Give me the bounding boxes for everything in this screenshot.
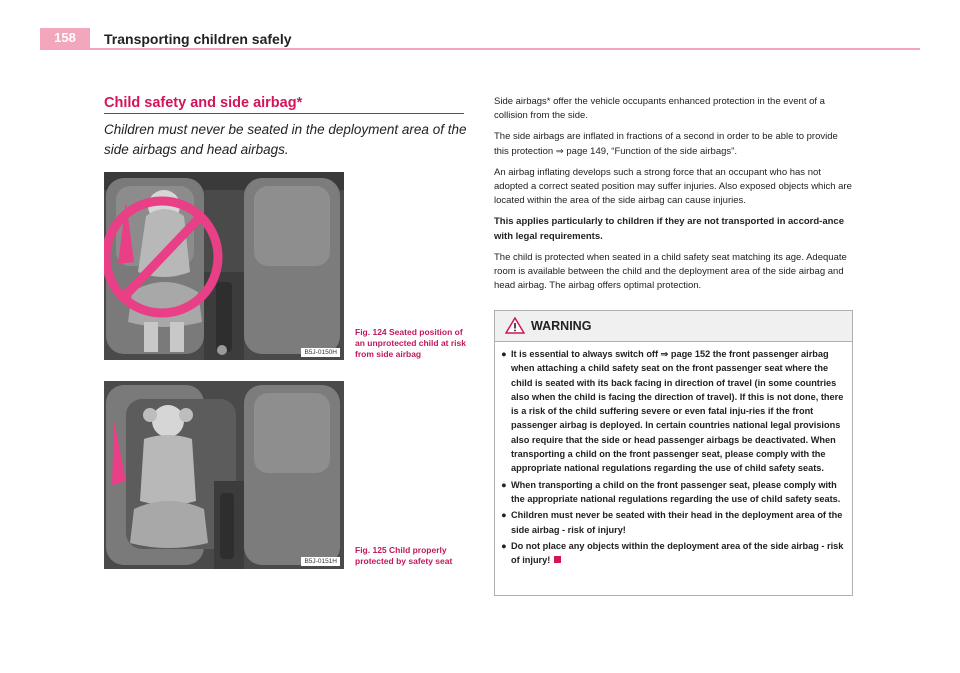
- warning-title: WARNING: [531, 319, 592, 333]
- car-interior-illustration: [104, 172, 344, 360]
- warning-item: [501, 539, 846, 568]
- page-header-title: Transporting children safely: [104, 31, 292, 47]
- warning-item: [501, 508, 846, 537]
- section-intro: Children must never be seated in the deployment area of the side airbags and head airbags.: [104, 122, 467, 157]
- warning-item: [501, 347, 846, 476]
- warning-box: [494, 310, 853, 596]
- warning-header: [495, 311, 852, 342]
- figure-caption: Fig. 124 Seated position of an unprotected child at risk from side airbag: [355, 327, 466, 359]
- header-divider: [40, 48, 920, 50]
- warning-text: When transporting a child on the front passenger seat, please comply with the appropriate national regulations regarding the use of child safety seats.: [511, 479, 841, 504]
- warning-text: Children must never be seated with their head in the deployment area of the side airbag - risk of injury!: [511, 510, 843, 535]
- bullet-icon: ●: [501, 540, 507, 551]
- warning-text: Do not place any objects within the deployment area of the side airbag - risk of injury!: [511, 540, 844, 566]
- car-interior-illustration: [104, 381, 344, 569]
- paragraph: An airbag inflating develops such a strong force that an occupant who has not adopted a correct seated position may suffer injuries. Also exposed objects which are located within the area of the side airbag can cause injuries.: [494, 166, 852, 207]
- paragraph: Side airbags* offer the vehicle occupants enhanced protection in the event of a collision from the side.: [494, 96, 825, 122]
- body-text: [494, 95, 854, 300]
- paragraph: The child is protected when seated in a child safety seat matching its age. Adequate room is available between the child and the deployment area of the side airbag and head airbag. The airbag offers optimal protection.: [494, 251, 847, 292]
- section-end-icon: [554, 556, 561, 563]
- figure-code: B5J-0151H: [301, 557, 340, 566]
- figure-protected-child: [104, 381, 344, 569]
- warning-item: [501, 478, 846, 507]
- paragraph: The side airbags are inflated in fractions of a second in order to be able to provide this protection ⇒ page 149, “Function of the side airbags”.: [494, 131, 838, 157]
- warning-body: [495, 342, 852, 567]
- bullet-icon: ●: [501, 510, 507, 521]
- bullet-icon: ●: [501, 349, 507, 359]
- figure-caption: Fig. 125 Child properly protected by safety seat: [355, 545, 453, 566]
- page-number: 158: [40, 28, 90, 48]
- bullet-icon: ●: [501, 479, 507, 490]
- warning-triangle-icon: [505, 317, 525, 334]
- warning-text: It is essential to always switch off ⇒ page 152 the front passenger airbag when attaching a child safety seat on the front passenger seat where the child is seated with its back facing in direction of travel (in some countries also when the child is facing the direction of travel). If this is not done, there is a risk of the child suffering severe or even fatal inju-ries if the front passenger airbag is deployed. In certain countries national legal provisions also require that the side or head passenger airbags be deactivated. When transporting a child on the front passenger seat, please comply with the appropriate national regulations regarding the use of child safety seats.: [511, 349, 844, 474]
- figure-code: B5J-0150H: [301, 348, 340, 357]
- section-title: Child safety and side airbag*: [104, 95, 303, 111]
- section-divider: [104, 113, 464, 114]
- paragraph: This applies particularly to children if they are not transported in accord-ance with legal requirements.: [494, 216, 844, 242]
- figure-unprotected-child: [104, 172, 344, 360]
